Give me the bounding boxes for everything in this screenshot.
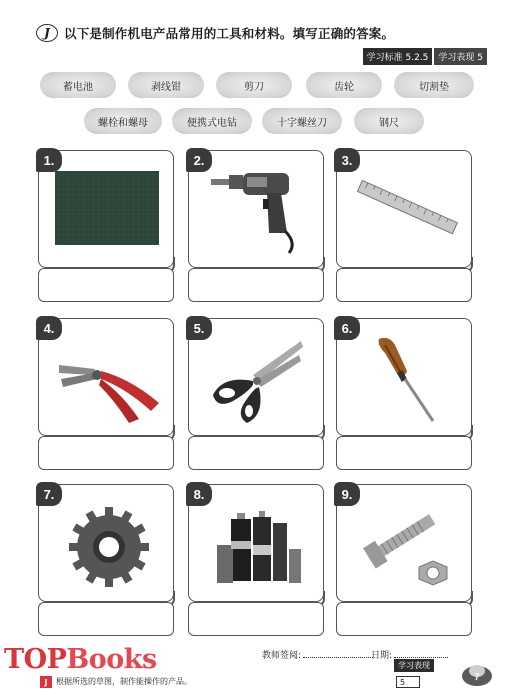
item-card-8 [188,484,324,602]
item-card-9 [336,484,472,602]
page-number-badge [460,660,494,688]
teacher-signature-label: 教师签阅: [262,651,302,661]
scissors-icon [203,335,313,427]
logo-books: Books [66,644,157,675]
item-card-2 [188,150,324,268]
footer-note: 根据所选的草图，制作能操作的产品。 [56,677,192,686]
word-bank-item: 螺栓和螺母 [84,108,162,134]
word-bank-item: 切割垫 [394,72,474,98]
performance-tag: 学习表现 5 [434,48,487,65]
word-bank-item: 钢尺 [354,108,424,134]
item-number: 6. [334,316,360,340]
item-number: 5. [186,316,212,340]
teacher-signature [262,648,373,661]
section-badge: J [36,24,58,42]
standards-bar [363,48,487,65]
answer-box-6[interactable] [336,436,472,470]
steel-ruler-icon [351,173,463,243]
item-number: 2. [186,148,212,172]
answer-box-8[interactable] [188,602,324,636]
wire-stripper-icon [51,339,165,425]
word-bank-item: 剪刀 [216,72,292,98]
answer-box-5[interactable] [188,436,324,470]
word-bank-item: 便携式电钻 [172,108,252,134]
learning-standard-tag: 学习标准 5.2.5 [363,48,433,65]
item-number: 1. [36,148,62,172]
item-card-4 [38,318,174,436]
publisher-logo [4,644,157,675]
answer-box-3[interactable] [336,268,472,302]
gear-icon [69,499,151,593]
batteries-icon [209,505,309,591]
item-card-6 [336,318,472,436]
item-number: 3. [334,148,360,172]
screwdriver-icon [355,331,459,429]
answer-box-1[interactable] [38,268,174,302]
score-box: 5 [396,676,420,688]
item-number: 9. [334,482,360,506]
word-bank-item: 蓄电池 [40,72,116,98]
cutting-mat-icon [53,169,163,249]
date-label: 日期: [371,651,393,661]
bolt-and-nut-icon [353,499,463,595]
item-card-1 [38,150,174,268]
item-card-5 [188,318,324,436]
answer-box-2[interactable] [188,268,324,302]
electric-drill-icon [207,169,311,257]
item-number: 8. [186,482,212,506]
answer-box-9[interactable] [336,602,472,636]
item-number: 4. [36,316,62,340]
instruction-text: 以下是制作机电产品常用的工具和材料。填写正确的答案。 [64,26,395,41]
date-line[interactable] [394,657,448,658]
item-card-3 [336,150,472,268]
word-bank-item: 剥线钳 [128,72,204,98]
footer-performance-tag: 学习表现 [394,659,434,672]
item-card-7 [38,484,174,602]
footer-j-badge: J [40,676,52,688]
answer-box-7[interactable] [38,602,174,636]
page-number: 7 [474,672,480,682]
answer-box-4[interactable] [38,436,174,470]
signature-line[interactable] [303,657,373,658]
word-bank-item: 齿轮 [306,72,382,98]
instruction-header [36,22,486,44]
word-bank-item: 十字螺丝刀 [262,108,342,134]
logo-top: TOP [4,644,67,675]
item-number: 7. [36,482,62,506]
